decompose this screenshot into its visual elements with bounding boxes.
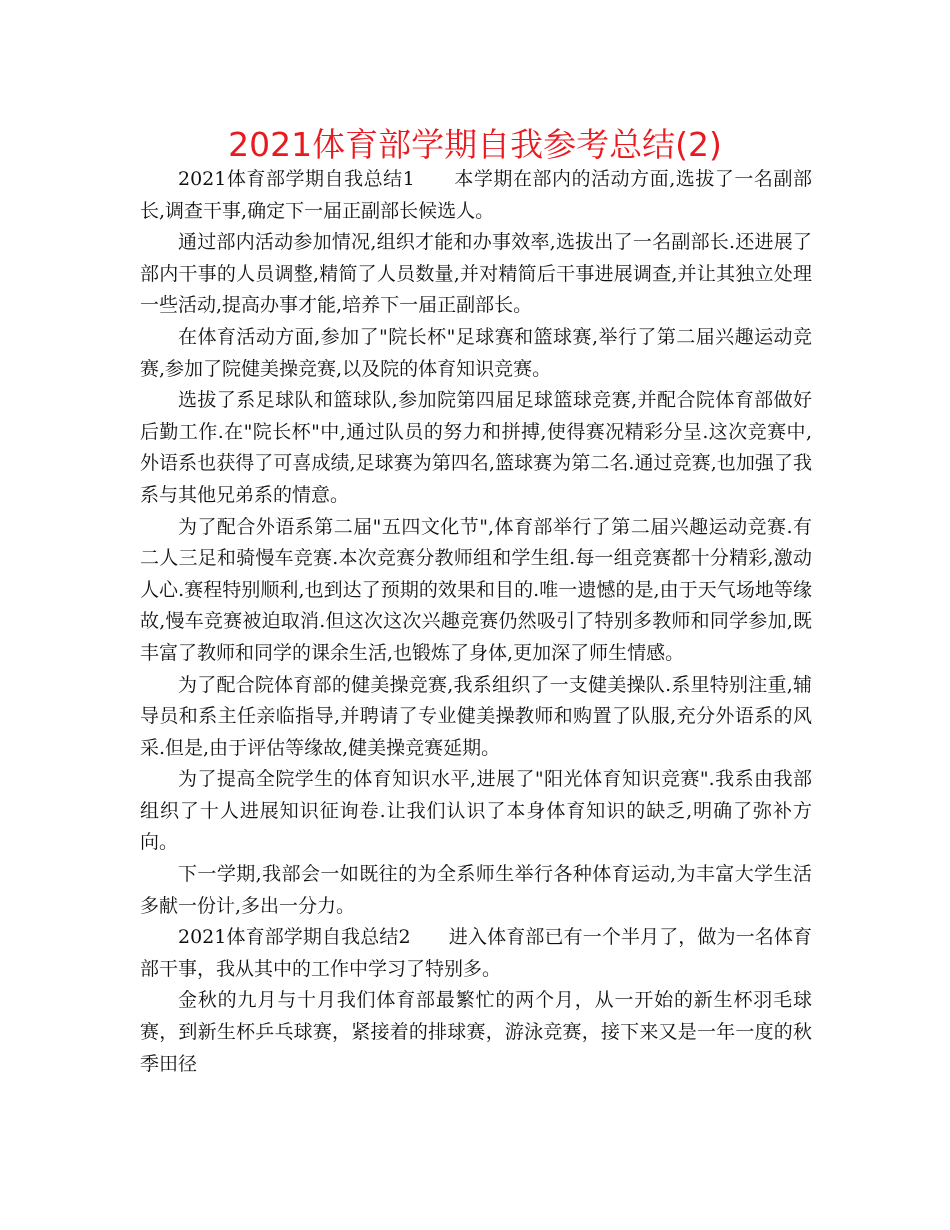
paragraph-6: 为了配合院体育部的健美操竞赛,我系组织了一支健美操队.系里特别注重,辅导员和系主任亲临指导,并聘请了专业健美操教师和购置了队服,充分外语系的风采.但是,由于评估等缘故,健美操竞赛延期。 [140,673,812,759]
paragraph-9: 2021体育部学期自我总结2 进入体育部已有一个半月了，做为一名体育部干事，我从其中的工作中学习了特别多。 [140,926,812,980]
paragraph-1: 2021体育部学期自我总结1 本学期在部内的活动方面,选拔了一名副部长,调查干事,确定下一届正副部长候选人。 [140,168,812,222]
paragraph-10: 金秋的九月与十月我们体育部最繁忙的两个月，从一开始的新生杯羽毛球赛，到新生杯乒乓球赛，紧接着的排球赛，游泳竞赛，接下来又是一年一度的秋季田径 [140,989,812,1075]
paragraph-4: 选拔了系足球队和篮球队,参加院第四届足球篮球竞赛,并配合院体育部做好后勤工作.在"院长杯"中,通过队员的努力和拼搏,使得赛况精彩分呈.这次竞赛中,外语系也获得了可喜成绩,足球赛为第四名,篮球赛为第二名.通过竞赛,也加强了我系与其他兄弟系的情意。 [140,389,812,506]
paragraph-3: 在体育活动方面,参加了"院长杯"足球赛和篮球赛,举行了第二届兴趣运动竞赛,参加了院健美操竞赛,以及院的体育知识竞赛。 [140,325,812,380]
paragraph-8: 下一学期,我部会一如既往的为全系师生举行各种体育运动,为丰富大学生活多献一份计,多出一分力。 [140,863,812,917]
document-body [140,164,812,1080]
paragraph-7: 为了提高全院学生的体育知识水平,进展了"阳光体育知识竞赛".我系由我部组织了十人进展知识征询卷.让我们认识了本身体育知识的缺乏,明确了弥补方向。 [140,768,812,854]
document-title: 2021体育部学期自我参考总结(2) [228,125,722,164]
paragraph-2: 通过部内活动参加情况,组织才能和办事效率,选拔出了一名副部长.还进展了部内干事的人员调整,精简了人员数量,并对精简后干事进展调查,并让其独立处理一些活动,提高办事才能,培养下一届正副部长。 [140,231,812,317]
paragraph-5: 为了配合外语系第二届"五四文化节",体育部举行了第二届兴趣运动竞赛.有二人三足和骑慢车竞赛.本次竞赛分教师组和学生组.每一组竞赛都十分精彩,激动人心.赛程特别顺利,也到达了预期的效果和目的.唯一遗憾的是,由于天气场地等缘故,慢车竞赛被迫取消.但这次这次兴趣竞赛仍然吸引了特别多教师和同学参加,既丰富了教师和同学的课余生活,也锻炼了身体,更加深了师生情感。 [140,515,812,664]
